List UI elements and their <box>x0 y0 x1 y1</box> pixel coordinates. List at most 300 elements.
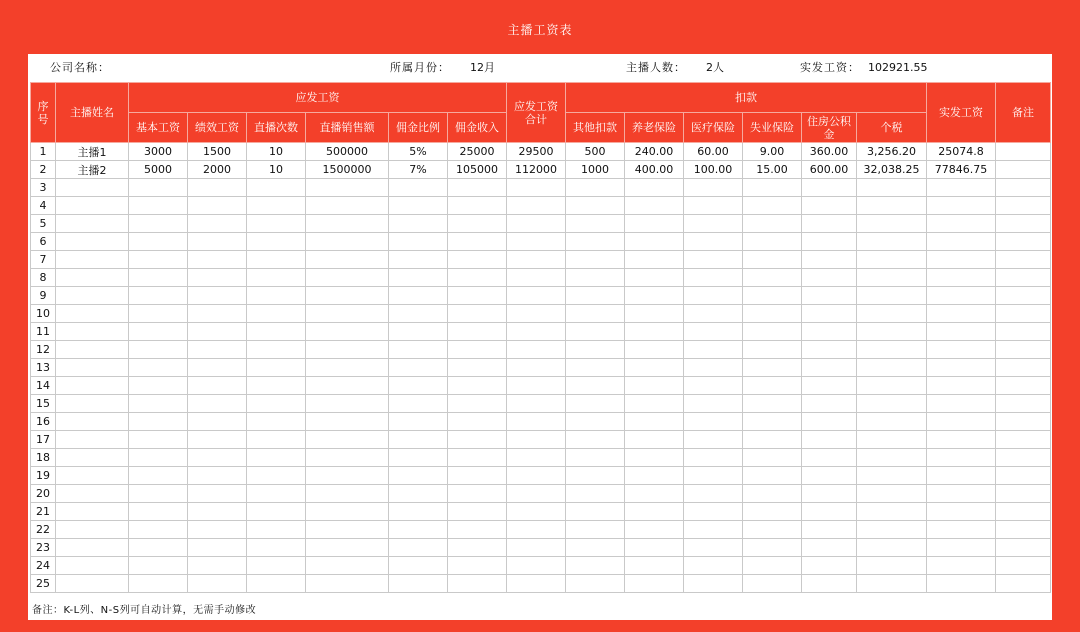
cell-unemployment[interactable] <box>743 197 802 215</box>
cell-base[interactable] <box>129 539 188 557</box>
cell-medical[interactable] <box>684 431 743 449</box>
cell-sales[interactable] <box>306 251 389 269</box>
cell-base[interactable] <box>129 395 188 413</box>
cell-unemployment[interactable] <box>743 413 802 431</box>
cell-performance[interactable] <box>188 449 247 467</box>
cell-sales[interactable] <box>306 359 389 377</box>
cell-net-pay[interactable] <box>927 485 996 503</box>
cell-other-deduction[interactable] <box>566 377 625 395</box>
cell-pension[interactable] <box>625 539 684 557</box>
cell-pension[interactable] <box>625 503 684 521</box>
cell-medical[interactable] <box>684 485 743 503</box>
cell-other-deduction[interactable] <box>566 305 625 323</box>
cell-sales[interactable] <box>306 557 389 575</box>
cell-commission-income[interactable] <box>448 395 507 413</box>
cell-base[interactable] <box>129 323 188 341</box>
cell-name[interactable] <box>56 449 129 467</box>
cell-tax[interactable] <box>857 377 927 395</box>
cell-housing-fund[interactable] <box>802 341 857 359</box>
cell-live-count[interactable] <box>247 359 306 377</box>
cell-performance[interactable] <box>188 575 247 593</box>
cell-pension[interactable] <box>625 431 684 449</box>
cell-unemployment[interactable] <box>743 287 802 305</box>
cell-performance[interactable] <box>188 539 247 557</box>
cell-base[interactable] <box>129 359 188 377</box>
cell-net-pay[interactable] <box>927 539 996 557</box>
cell-net-pay[interactable] <box>927 197 996 215</box>
cell-performance[interactable] <box>188 413 247 431</box>
cell-tax[interactable] <box>857 485 927 503</box>
cell-live-count[interactable] <box>247 485 306 503</box>
cell-tax[interactable] <box>857 233 927 251</box>
cell-sales[interactable] <box>306 287 389 305</box>
cell-other-deduction[interactable] <box>566 197 625 215</box>
cell-tax[interactable] <box>857 197 927 215</box>
cell-remark[interactable] <box>996 503 1051 521</box>
cell-base[interactable]: 3000 <box>129 143 188 161</box>
cell-name[interactable] <box>56 179 129 197</box>
cell-performance[interactable] <box>188 431 247 449</box>
cell-medical[interactable] <box>684 575 743 593</box>
cell-tax[interactable] <box>857 323 927 341</box>
cell-sales[interactable] <box>306 233 389 251</box>
cell-sales[interactable] <box>306 377 389 395</box>
cell-live-count[interactable] <box>247 323 306 341</box>
cell-base[interactable] <box>129 431 188 449</box>
cell-name[interactable] <box>56 413 129 431</box>
cell-commission-income[interactable] <box>448 539 507 557</box>
cell-unemployment[interactable] <box>743 485 802 503</box>
cell-base[interactable] <box>129 557 188 575</box>
cell-live-count[interactable] <box>247 197 306 215</box>
cell-payable-total[interactable] <box>507 413 566 431</box>
cell-housing-fund[interactable] <box>802 503 857 521</box>
cell-medical[interactable] <box>684 359 743 377</box>
cell-remark[interactable] <box>996 233 1051 251</box>
cell-name[interactable] <box>56 467 129 485</box>
cell-unemployment[interactable] <box>743 575 802 593</box>
cell-pension[interactable] <box>625 323 684 341</box>
cell-pension[interactable]: 240.00 <box>625 143 684 161</box>
cell-payable-total[interactable] <box>507 251 566 269</box>
cell-live-count[interactable] <box>247 341 306 359</box>
cell-performance[interactable] <box>188 251 247 269</box>
cell-housing-fund[interactable] <box>802 251 857 269</box>
cell-net-pay[interactable] <box>927 359 996 377</box>
cell-sales[interactable] <box>306 215 389 233</box>
cell-name[interactable]: 主播2 <box>56 161 129 179</box>
cell-other-deduction[interactable] <box>566 251 625 269</box>
cell-net-pay[interactable] <box>927 377 996 395</box>
cell-other-deduction[interactable] <box>566 557 625 575</box>
cell-pension[interactable] <box>625 449 684 467</box>
cell-pension[interactable] <box>625 287 684 305</box>
cell-other-deduction[interactable] <box>566 413 625 431</box>
cell-name[interactable] <box>56 323 129 341</box>
cell-housing-fund[interactable] <box>802 305 857 323</box>
cell-other-deduction[interactable] <box>566 341 625 359</box>
cell-tax[interactable]: 32,038.25 <box>857 161 927 179</box>
cell-commission-rate[interactable] <box>389 197 448 215</box>
cell-performance[interactable] <box>188 503 247 521</box>
cell-commission-income[interactable] <box>448 269 507 287</box>
cell-payable-total[interactable] <box>507 557 566 575</box>
cell-commission-income[interactable] <box>448 305 507 323</box>
cell-live-count[interactable] <box>247 467 306 485</box>
cell-pension[interactable]: 400.00 <box>625 161 684 179</box>
cell-commission-income[interactable] <box>448 197 507 215</box>
cell-unemployment[interactable]: 15.00 <box>743 161 802 179</box>
cell-tax[interactable] <box>857 215 927 233</box>
cell-commission-rate[interactable] <box>389 449 448 467</box>
cell-commission-income[interactable] <box>448 521 507 539</box>
cell-commission-rate[interactable] <box>389 485 448 503</box>
cell-pension[interactable] <box>625 215 684 233</box>
cell-tax[interactable] <box>857 251 927 269</box>
cell-performance[interactable] <box>188 305 247 323</box>
cell-net-pay[interactable] <box>927 413 996 431</box>
cell-commission-income[interactable] <box>448 575 507 593</box>
cell-commission-income[interactable] <box>448 251 507 269</box>
cell-remark[interactable] <box>996 575 1051 593</box>
cell-performance[interactable] <box>188 377 247 395</box>
cell-medical[interactable] <box>684 377 743 395</box>
cell-commission-rate[interactable] <box>389 305 448 323</box>
cell-other-deduction[interactable] <box>566 287 625 305</box>
cell-name[interactable] <box>56 431 129 449</box>
cell-commission-rate[interactable] <box>389 341 448 359</box>
cell-housing-fund[interactable] <box>802 197 857 215</box>
cell-name[interactable] <box>56 539 129 557</box>
cell-housing-fund[interactable] <box>802 215 857 233</box>
cell-payable-total[interactable] <box>507 197 566 215</box>
cell-commission-income[interactable]: 105000 <box>448 161 507 179</box>
cell-other-deduction[interactable] <box>566 179 625 197</box>
cell-payable-total[interactable] <box>507 233 566 251</box>
cell-tax[interactable] <box>857 413 927 431</box>
cell-net-pay[interactable] <box>927 575 996 593</box>
cell-performance[interactable] <box>188 233 247 251</box>
cell-pension[interactable] <box>625 557 684 575</box>
cell-name[interactable] <box>56 557 129 575</box>
cell-sales[interactable] <box>306 413 389 431</box>
cell-sales[interactable] <box>306 179 389 197</box>
cell-live-count[interactable] <box>247 251 306 269</box>
cell-medical[interactable] <box>684 269 743 287</box>
cell-unemployment[interactable] <box>743 215 802 233</box>
cell-remark[interactable] <box>996 449 1051 467</box>
cell-unemployment[interactable] <box>743 341 802 359</box>
cell-commission-income[interactable] <box>448 287 507 305</box>
cell-pension[interactable] <box>625 413 684 431</box>
cell-performance[interactable] <box>188 341 247 359</box>
cell-medical[interactable]: 100.00 <box>684 161 743 179</box>
cell-sales[interactable] <box>306 539 389 557</box>
cell-remark[interactable] <box>996 485 1051 503</box>
cell-commission-rate[interactable] <box>389 233 448 251</box>
cell-commission-rate[interactable] <box>389 215 448 233</box>
cell-other-deduction[interactable]: 500 <box>566 143 625 161</box>
cell-commission-income[interactable] <box>448 431 507 449</box>
cell-medical[interactable] <box>684 341 743 359</box>
cell-pension[interactable] <box>625 359 684 377</box>
cell-medical[interactable] <box>684 287 743 305</box>
cell-name[interactable] <box>56 197 129 215</box>
cell-live-count[interactable] <box>247 503 306 521</box>
cell-net-pay[interactable] <box>927 179 996 197</box>
cell-sales[interactable] <box>306 197 389 215</box>
cell-performance[interactable] <box>188 197 247 215</box>
cell-housing-fund[interactable]: 360.00 <box>802 143 857 161</box>
cell-net-pay[interactable] <box>927 431 996 449</box>
cell-commission-rate[interactable] <box>389 179 448 197</box>
cell-base[interactable] <box>129 413 188 431</box>
cell-commission-rate[interactable] <box>389 575 448 593</box>
cell-unemployment[interactable] <box>743 521 802 539</box>
cell-net-pay[interactable] <box>927 503 996 521</box>
cell-sales[interactable] <box>306 341 389 359</box>
cell-medical[interactable] <box>684 557 743 575</box>
cell-commission-rate[interactable]: 7% <box>389 161 448 179</box>
cell-live-count[interactable]: 10 <box>247 161 306 179</box>
cell-tax[interactable] <box>857 539 927 557</box>
cell-live-count[interactable] <box>247 233 306 251</box>
cell-payable-total[interactable]: 29500 <box>507 143 566 161</box>
cell-tax[interactable] <box>857 341 927 359</box>
cell-other-deduction[interactable] <box>566 233 625 251</box>
cell-remark[interactable] <box>996 341 1051 359</box>
cell-remark[interactable] <box>996 269 1051 287</box>
cell-housing-fund[interactable] <box>802 287 857 305</box>
cell-base[interactable] <box>129 485 188 503</box>
cell-live-count[interactable] <box>247 557 306 575</box>
cell-remark[interactable] <box>996 395 1051 413</box>
cell-name[interactable] <box>56 269 129 287</box>
cell-tax[interactable] <box>857 521 927 539</box>
cell-name[interactable] <box>56 485 129 503</box>
cell-payable-total[interactable] <box>507 269 566 287</box>
cell-live-count[interactable] <box>247 377 306 395</box>
cell-remark[interactable] <box>996 377 1051 395</box>
cell-live-count[interactable] <box>247 413 306 431</box>
cell-remark[interactable] <box>996 413 1051 431</box>
cell-commission-rate[interactable] <box>389 287 448 305</box>
cell-housing-fund[interactable] <box>802 575 857 593</box>
cell-remark[interactable] <box>996 161 1051 179</box>
cell-unemployment[interactable] <box>743 431 802 449</box>
cell-housing-fund[interactable] <box>802 233 857 251</box>
cell-commission-rate[interactable] <box>389 431 448 449</box>
cell-medical[interactable] <box>684 521 743 539</box>
cell-net-pay[interactable] <box>927 341 996 359</box>
cell-pension[interactable] <box>625 575 684 593</box>
cell-payable-total[interactable] <box>507 431 566 449</box>
cell-housing-fund[interactable] <box>802 449 857 467</box>
cell-medical[interactable] <box>684 197 743 215</box>
cell-net-pay[interactable] <box>927 287 996 305</box>
cell-tax[interactable] <box>857 305 927 323</box>
cell-unemployment[interactable] <box>743 233 802 251</box>
cell-other-deduction[interactable] <box>566 431 625 449</box>
cell-payable-total[interactable] <box>507 575 566 593</box>
cell-housing-fund[interactable]: 600.00 <box>802 161 857 179</box>
cell-commission-rate[interactable] <box>389 539 448 557</box>
cell-performance[interactable] <box>188 521 247 539</box>
cell-name[interactable] <box>56 377 129 395</box>
cell-base[interactable] <box>129 449 188 467</box>
cell-unemployment[interactable] <box>743 269 802 287</box>
cell-sales[interactable] <box>306 467 389 485</box>
cell-unemployment[interactable] <box>743 449 802 467</box>
cell-net-pay[interactable] <box>927 521 996 539</box>
cell-tax[interactable] <box>857 359 927 377</box>
cell-tax[interactable] <box>857 467 927 485</box>
cell-base[interactable] <box>129 377 188 395</box>
cell-payable-total[interactable] <box>507 323 566 341</box>
cell-name[interactable] <box>56 521 129 539</box>
cell-other-deduction[interactable] <box>566 269 625 287</box>
cell-commission-rate[interactable] <box>389 269 448 287</box>
cell-tax[interactable] <box>857 431 927 449</box>
cell-sales[interactable] <box>306 431 389 449</box>
cell-commission-rate[interactable] <box>389 521 448 539</box>
cell-live-count[interactable] <box>247 305 306 323</box>
cell-payable-total[interactable] <box>507 521 566 539</box>
cell-housing-fund[interactable] <box>802 431 857 449</box>
cell-sales[interactable] <box>306 395 389 413</box>
cell-housing-fund[interactable] <box>802 179 857 197</box>
cell-live-count[interactable] <box>247 431 306 449</box>
cell-other-deduction[interactable] <box>566 215 625 233</box>
cell-name[interactable] <box>56 305 129 323</box>
cell-medical[interactable] <box>684 215 743 233</box>
cell-remark[interactable] <box>996 323 1051 341</box>
cell-medical[interactable]: 60.00 <box>684 143 743 161</box>
cell-housing-fund[interactable] <box>802 269 857 287</box>
cell-unemployment[interactable] <box>743 377 802 395</box>
cell-housing-fund[interactable] <box>802 485 857 503</box>
cell-commission-rate[interactable] <box>389 251 448 269</box>
cell-pension[interactable] <box>625 341 684 359</box>
cell-base[interactable]: 5000 <box>129 161 188 179</box>
cell-pension[interactable] <box>625 305 684 323</box>
cell-base[interactable] <box>129 287 188 305</box>
cell-payable-total[interactable] <box>507 539 566 557</box>
cell-remark[interactable] <box>996 521 1051 539</box>
cell-unemployment[interactable] <box>743 557 802 575</box>
cell-base[interactable] <box>129 197 188 215</box>
cell-remark[interactable] <box>996 467 1051 485</box>
cell-medical[interactable] <box>684 305 743 323</box>
cell-name[interactable] <box>56 287 129 305</box>
cell-pension[interactable] <box>625 251 684 269</box>
cell-payable-total[interactable] <box>507 359 566 377</box>
cell-medical[interactable] <box>684 449 743 467</box>
cell-unemployment[interactable] <box>743 539 802 557</box>
cell-other-deduction[interactable] <box>566 539 625 557</box>
cell-commission-rate[interactable] <box>389 467 448 485</box>
cell-medical[interactable] <box>684 539 743 557</box>
cell-medical[interactable] <box>684 395 743 413</box>
cell-remark[interactable] <box>996 251 1051 269</box>
cell-live-count[interactable] <box>247 575 306 593</box>
cell-performance[interactable] <box>188 557 247 575</box>
cell-payable-total[interactable] <box>507 467 566 485</box>
cell-performance[interactable]: 1500 <box>188 143 247 161</box>
month-value[interactable]: 12月 <box>470 61 495 74</box>
cell-commission-rate[interactable] <box>389 503 448 521</box>
cell-tax[interactable] <box>857 287 927 305</box>
cell-commission-income[interactable] <box>448 485 507 503</box>
cell-payable-total[interactable] <box>507 305 566 323</box>
total-value[interactable]: 102921.55 <box>868 61 928 74</box>
cell-medical[interactable] <box>684 413 743 431</box>
cell-sales[interactable] <box>306 503 389 521</box>
cell-payable-total[interactable] <box>507 179 566 197</box>
cell-unemployment[interactable] <box>743 467 802 485</box>
cell-pension[interactable] <box>625 179 684 197</box>
cell-commission-income[interactable] <box>448 341 507 359</box>
cell-pension[interactable] <box>625 467 684 485</box>
cell-other-deduction[interactable] <box>566 323 625 341</box>
cell-medical[interactable] <box>684 233 743 251</box>
cell-base[interactable] <box>129 269 188 287</box>
cell-housing-fund[interactable] <box>802 467 857 485</box>
cell-remark[interactable] <box>996 179 1051 197</box>
cell-remark[interactable] <box>996 557 1051 575</box>
cell-other-deduction[interactable] <box>566 449 625 467</box>
cell-unemployment[interactable] <box>743 323 802 341</box>
cell-commission-rate[interactable] <box>389 413 448 431</box>
cell-unemployment[interactable] <box>743 251 802 269</box>
cell-name[interactable] <box>56 215 129 233</box>
cell-performance[interactable] <box>188 359 247 377</box>
cell-live-count[interactable] <box>247 269 306 287</box>
cell-live-count[interactable] <box>247 449 306 467</box>
cell-live-count[interactable] <box>247 215 306 233</box>
cell-other-deduction[interactable] <box>566 503 625 521</box>
cell-medical[interactable] <box>684 179 743 197</box>
cell-payable-total[interactable] <box>507 341 566 359</box>
cell-medical[interactable] <box>684 467 743 485</box>
cell-base[interactable] <box>129 575 188 593</box>
cell-unemployment[interactable] <box>743 179 802 197</box>
cell-commission-rate[interactable] <box>389 323 448 341</box>
cell-other-deduction[interactable] <box>566 521 625 539</box>
cell-performance[interactable] <box>188 323 247 341</box>
cell-sales[interactable] <box>306 485 389 503</box>
cell-pension[interactable] <box>625 197 684 215</box>
cell-other-deduction[interactable] <box>566 485 625 503</box>
cell-commission-income[interactable] <box>448 503 507 521</box>
cell-commission-income[interactable]: 25000 <box>448 143 507 161</box>
cell-net-pay[interactable] <box>927 269 996 287</box>
cell-tax[interactable] <box>857 575 927 593</box>
cell-base[interactable] <box>129 503 188 521</box>
cell-pension[interactable] <box>625 395 684 413</box>
cell-housing-fund[interactable] <box>802 413 857 431</box>
cell-name[interactable] <box>56 395 129 413</box>
cell-base[interactable] <box>129 251 188 269</box>
cell-performance[interactable] <box>188 287 247 305</box>
cell-tax[interactable] <box>857 557 927 575</box>
cell-tax[interactable]: 3,256.20 <box>857 143 927 161</box>
cell-medical[interactable] <box>684 323 743 341</box>
cell-commission-rate[interactable] <box>389 377 448 395</box>
cell-sales[interactable] <box>306 305 389 323</box>
cell-commission-rate[interactable]: 5% <box>389 143 448 161</box>
cell-base[interactable] <box>129 233 188 251</box>
